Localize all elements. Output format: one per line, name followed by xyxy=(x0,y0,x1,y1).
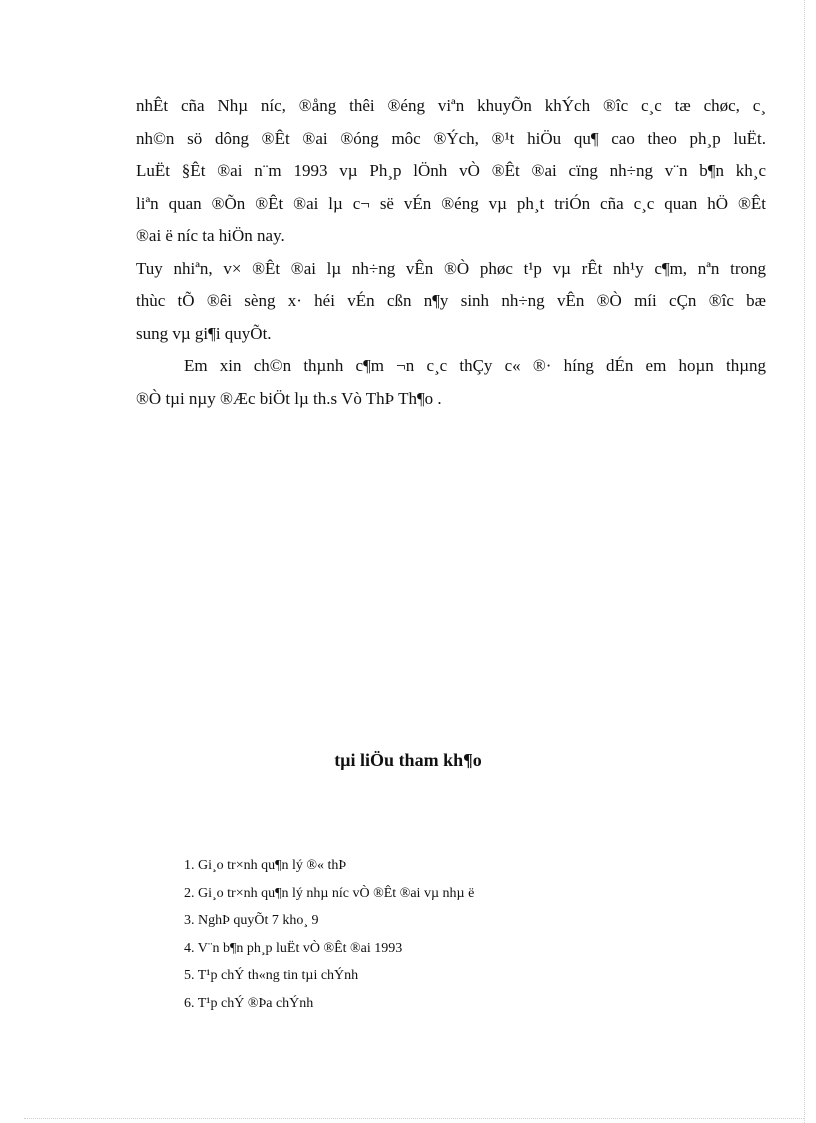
paragraph-1-line: ®ai ë níc ta hiÖn nay. xyxy=(136,226,285,245)
paragraph-1-line: nh©n sö dông ®Êt ®ai ®óng môc ®Ých, ®¹t hiÖu qu¶ cao theo ph¸p luËt. xyxy=(136,128,766,148)
reference-item: 1. Gi¸o tr×nh qu¶n lý ®« thÞ xyxy=(184,858,347,873)
paragraph-2-line: sung vµ gi¶i quyÕt. xyxy=(136,323,272,343)
paragraph-3-line: ®Ò tµi nµy ®Æc biÖt lµ th.s Vò ThÞ Th¶o . xyxy=(136,388,442,408)
reference-item: 4. V¨n b¶n ph¸p luËt vÒ ®Êt ®ai 1993 xyxy=(184,940,403,956)
references-list xyxy=(184,852,474,1017)
reference-item: 6. T¹p chÝ ®Þa chÝnh xyxy=(184,995,314,1011)
paragraph-2-line: thùc tÕ ®êi sèng x· héi vÉn cßn n¶y sinh nh÷ng vÊn ®Ò míi cÇn ®îc bæ xyxy=(136,291,766,310)
paragraph-1-line: nhÊt cña Nhµ níc, ®ång thêi ®éng viªn khuyÕn khÝch ®îc c¸c tæ chøc, c¸ xyxy=(136,96,766,115)
references-title: tµi liÖu tham kh¶o xyxy=(334,750,482,770)
reference-item: 3. NghÞ quyÕt 7 kho¸ 9 xyxy=(184,913,319,928)
paragraph-1-line: LuËt §Êt ®ai n¨m 1993 vµ Ph¸p lÖnh vÒ ®Êt ®ai cïng nh÷ng v¨n b¶n kh¸c xyxy=(136,161,766,180)
page-edge-bottom xyxy=(24,1118,804,1119)
paragraph-2-line: Tuy nhiªn, v× ®Êt ®ai lµ nh÷ng vÊn ®Ò phøc t¹p vµ rÊt nh¹y c¶m, nªn trong xyxy=(136,258,766,278)
reference-item: 5. T¹p chÝ th«ng tin tµi chÝnh xyxy=(184,968,359,983)
paragraph-1-line: liªn quan ®Õn ®Êt ®ai lµ c¬ së vÉn ®éng vµ ph¸t triÓn cña c¸c quan hÖ ®Êt xyxy=(136,193,766,213)
body-text xyxy=(136,90,766,415)
paragraph-3-line: Em xin ch©n thµnh c¶m ¬n c¸c thÇy c« ®· híng dÉn em hoµn thµng xyxy=(184,356,766,375)
page-edge-right xyxy=(804,0,805,1123)
reference-item: 2. Gi¸o tr×nh qu¶n lý nhµ níc vÒ ®Êt ®ai vµ nhµ ë xyxy=(184,885,475,901)
